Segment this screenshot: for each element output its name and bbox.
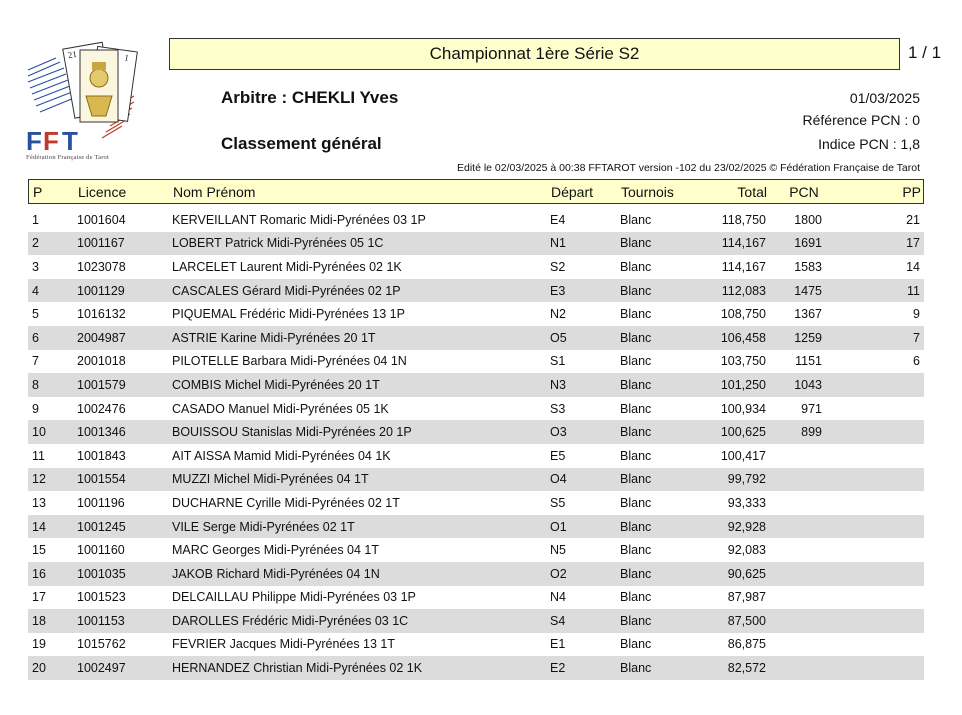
cell-licence: 1001843 [77, 448, 126, 463]
cell-pp: 9 [913, 307, 920, 322]
cell-total: 114,167 [721, 259, 766, 274]
cell-tournois: Blanc [620, 354, 652, 369]
cell-pcn: 1367 [794, 307, 822, 322]
cell-licence: 1001196 [77, 495, 125, 510]
cell-total: 108,750 [720, 307, 766, 322]
cell-tournois: Blanc [620, 472, 652, 487]
cell-name: BOUISSOU Stanislas Midi-Pyrénées 20 1P [172, 425, 412, 440]
cell-name: MUZZI Michel Midi-Pyrénées 04 1T [172, 472, 369, 487]
cell-pp: 6 [913, 354, 920, 369]
cell-depart: O3 [550, 425, 567, 440]
title-text: Championnat 1ère Série S2 [429, 44, 640, 63]
cell-total: 90,625 [727, 566, 766, 581]
cell-depart: E2 [550, 661, 566, 676]
cell-licence: 1001167 [77, 236, 125, 251]
cell-total: 86,875 [727, 637, 766, 652]
cell-tournois: Blanc [620, 590, 652, 605]
cell-position: 2 [32, 236, 39, 251]
table-row [28, 586, 924, 610]
svg-text:21: 21 [67, 48, 78, 61]
cell-total: 101,250 [720, 377, 766, 392]
cell-licence: 1002497 [77, 661, 126, 676]
cell-pp: 14 [906, 259, 920, 274]
cell-name: COMBIS Michel Midi-Pyrénées 20 1T [172, 377, 380, 392]
table-row [28, 350, 924, 374]
cell-position: 5 [32, 307, 39, 322]
cell-tournois: Blanc [620, 448, 652, 463]
cell-depart: N1 [550, 236, 566, 251]
col-tournois: Tournois [621, 183, 674, 200]
cell-position: 19 [32, 637, 46, 652]
cell-position: 11 [32, 448, 45, 463]
svg-text:T: T [62, 126, 78, 156]
cell-name: AIT AISSA Mamid Midi-Pyrénées 04 1K [172, 448, 391, 463]
cell-pcn: 1043 [794, 377, 822, 392]
table-row [28, 468, 924, 492]
cell-depart: N4 [550, 590, 566, 605]
cell-name: KERVEILLANT Romaric Midi-Pyrénées 03 1P [172, 212, 426, 227]
cell-licence: 1001523 [77, 590, 126, 605]
cell-name: JAKOB Richard Midi-Pyrénées 04 1N [172, 566, 380, 581]
cell-tournois: Blanc [620, 495, 652, 510]
svg-text:F: F [43, 126, 59, 156]
table-row [28, 420, 924, 444]
cell-position: 14 [32, 519, 46, 534]
cell-licence: 1001554 [77, 472, 126, 487]
championship-title [169, 38, 900, 70]
table-header [28, 179, 924, 204]
cell-tournois: Blanc [620, 212, 652, 227]
cell-depart: O1 [550, 519, 567, 534]
cell-name: ASTRIE Karine Midi-Pyrénées 20 1T [172, 330, 376, 345]
col-depart: Départ [551, 183, 594, 200]
col-total: Total [737, 183, 767, 200]
cell-position: 17 [32, 590, 46, 605]
cell-total: 118,750 [721, 212, 766, 227]
svg-text:1: 1 [123, 52, 130, 63]
logo-caption: Fédération Française de Tarot [26, 154, 110, 161]
classement-label: Classement général [221, 134, 382, 153]
indice-pcn: Indice PCN : 1,8 [818, 136, 920, 152]
cell-name: DAROLLES Frédéric Midi-Pyrénées 03 1C [172, 613, 409, 628]
cell-position: 6 [32, 330, 39, 345]
cell-depart: E1 [550, 637, 566, 652]
cell-position: 16 [32, 566, 46, 581]
cell-total: 100,625 [720, 425, 766, 440]
cell-name: FEVRIER Jacques Midi-Pyrénées 13 1T [172, 637, 396, 652]
cell-total: 92,083 [727, 543, 766, 558]
cell-total: 92,928 [727, 519, 766, 534]
cell-depart: E5 [550, 448, 566, 463]
cell-total: 103,750 [720, 354, 766, 369]
table-row [28, 255, 924, 279]
cell-pcn: 1259 [794, 330, 822, 345]
cell-pp: 21 [906, 212, 920, 227]
table-row [28, 373, 924, 397]
cell-licence: 1001129 [77, 283, 125, 298]
cell-tournois: Blanc [620, 401, 652, 416]
cell-tournois: Blanc [620, 613, 652, 628]
cell-total: 82,572 [727, 661, 766, 676]
cell-depart: O4 [550, 472, 567, 487]
cell-tournois: Blanc [620, 543, 652, 558]
cell-position: 1 [32, 212, 39, 227]
cell-pp: 7 [913, 330, 920, 345]
cell-depart: S1 [550, 354, 566, 369]
cell-licence: 1001160 [77, 543, 125, 558]
cell-position: 3 [32, 259, 39, 274]
cell-tournois: Blanc [620, 330, 652, 345]
cell-pcn: 1800 [794, 212, 822, 227]
table-row [28, 656, 924, 680]
cell-name: LARCELET Laurent Midi-Pyrénées 02 1K [172, 259, 402, 274]
svg-text:F: F [26, 126, 42, 156]
cell-licence: 2004987 [77, 330, 126, 345]
cell-total: 93,333 [727, 495, 766, 510]
event-date: 01/03/2025 [849, 90, 920, 106]
cell-total: 87,500 [727, 613, 766, 628]
table-row [28, 633, 924, 657]
cell-pcn: 1475 [794, 283, 822, 298]
col-pp: PP [902, 183, 921, 200]
cell-depart: S2 [550, 259, 566, 274]
cell-position: 10 [32, 425, 46, 440]
cell-tournois: Blanc [620, 519, 652, 534]
cell-name: HERNANDEZ Christian Midi-Pyrénées 02 1K [172, 661, 423, 676]
cell-name: CASCALES Gérard Midi-Pyrénées 02 1P [172, 283, 401, 298]
cell-pcn: 899 [801, 425, 822, 440]
cell-name: DUCHARNE Cyrille Midi-Pyrénées 02 1T [172, 495, 400, 510]
table-row [28, 491, 924, 515]
cell-tournois: Blanc [620, 637, 652, 652]
cell-licence: 1023078 [77, 259, 126, 274]
cell-depart: N3 [550, 377, 566, 392]
cell-pp: 11 [907, 283, 920, 298]
cell-licence: 1015762 [77, 637, 126, 652]
cell-licence: 1016132 [77, 307, 126, 322]
cell-tournois: Blanc [620, 283, 652, 298]
fft-logo [26, 38, 138, 168]
cell-position: 9 [32, 401, 39, 416]
cell-tournois: Blanc [620, 566, 652, 581]
page-number: 1 / 1 [908, 43, 942, 62]
cell-position: 7 [32, 354, 39, 369]
cell-position: 15 [32, 543, 46, 558]
cell-depart: N5 [550, 543, 566, 558]
cell-licence: 1001245 [77, 519, 126, 534]
edition-note: Edité le 02/03/2025 à 00:38 FFTAROT version -102 du 23/02/2025 © Fédération Française de Tarot [456, 162, 920, 174]
cell-position: 20 [32, 661, 46, 676]
cell-total: 112,083 [721, 283, 766, 298]
table-row [28, 515, 924, 539]
cell-pp: 17 [906, 236, 920, 251]
cell-position: 12 [32, 472, 46, 487]
table-row [28, 609, 924, 633]
results-table [28, 208, 924, 680]
cell-licence: 1001346 [77, 425, 126, 440]
cell-tournois: Blanc [620, 661, 652, 676]
table-row [28, 397, 924, 421]
cell-name: PIQUEMAL Frédéric Midi-Pyrénées 13 1P [172, 307, 405, 322]
cell-pcn: 1151 [795, 354, 822, 369]
cell-total: 100,934 [720, 401, 766, 416]
cell-name: DELCAILLAU Philippe Midi-Pyrénées 03 1P [172, 590, 416, 605]
col-licence: Licence [78, 183, 127, 200]
cell-name: VILE Serge Midi-Pyrénées 02 1T [172, 519, 355, 534]
cell-depart: O2 [550, 566, 567, 581]
cell-position: 13 [32, 495, 46, 510]
cell-total: 87,987 [727, 590, 766, 605]
table-row [28, 326, 924, 350]
cell-tournois: Blanc [620, 236, 652, 251]
cell-licence: 2001018 [77, 354, 126, 369]
cell-depart: S4 [550, 613, 566, 628]
cell-pcn: 1583 [794, 259, 822, 274]
cell-depart: E4 [550, 212, 566, 227]
cell-tournois: Blanc [620, 259, 652, 274]
cell-name: CASADO Manuel Midi-Pyrénées 05 1K [172, 401, 389, 416]
table-row [28, 562, 924, 586]
cell-depart: O5 [550, 330, 567, 345]
cell-licence: 1001604 [77, 212, 126, 227]
col-nom-prenom: Nom Prénom [173, 183, 256, 200]
cell-licence: 1001579 [77, 377, 126, 392]
cell-pcn: 971 [801, 401, 822, 416]
cell-position: 8 [32, 377, 39, 392]
cell-total: 100,417 [720, 448, 766, 463]
cell-tournois: Blanc [620, 425, 652, 440]
cell-name: MARC Georges Midi-Pyrénées 04 1T [172, 543, 380, 558]
cell-position: 18 [32, 613, 46, 628]
arbitre-label: Arbitre : CHEKLI Yves [221, 88, 399, 107]
cell-licence: 1001035 [77, 566, 126, 581]
cell-total: 99,792 [727, 472, 766, 487]
col-p: P [33, 183, 43, 200]
cell-tournois: Blanc [620, 377, 652, 392]
cell-total: 114,167 [721, 236, 766, 251]
cell-total: 106,458 [720, 330, 766, 345]
cell-depart: S3 [550, 401, 566, 416]
cell-licence: 1001153 [77, 613, 125, 628]
cell-position: 4 [32, 283, 39, 298]
cell-licence: 1002476 [77, 401, 126, 416]
table-row [28, 279, 924, 303]
table-row [28, 208, 924, 232]
cell-depart: N2 [550, 307, 566, 322]
table-row [28, 232, 924, 256]
cell-depart: E3 [550, 283, 566, 298]
table-row [28, 444, 924, 468]
table-row [28, 538, 924, 562]
cell-name: PILOTELLE Barbara Midi-Pyrénées 04 1N [172, 354, 407, 369]
cell-tournois: Blanc [620, 307, 652, 322]
cell-pcn: 1691 [794, 236, 822, 251]
cell-name: LOBERT Patrick Midi-Pyrénées 05 1C [172, 236, 384, 251]
col-pcn: PCN [789, 183, 819, 200]
reference-pcn: Référence PCN : 0 [802, 112, 920, 128]
table-row [28, 302, 924, 326]
cell-depart: S5 [550, 495, 566, 510]
